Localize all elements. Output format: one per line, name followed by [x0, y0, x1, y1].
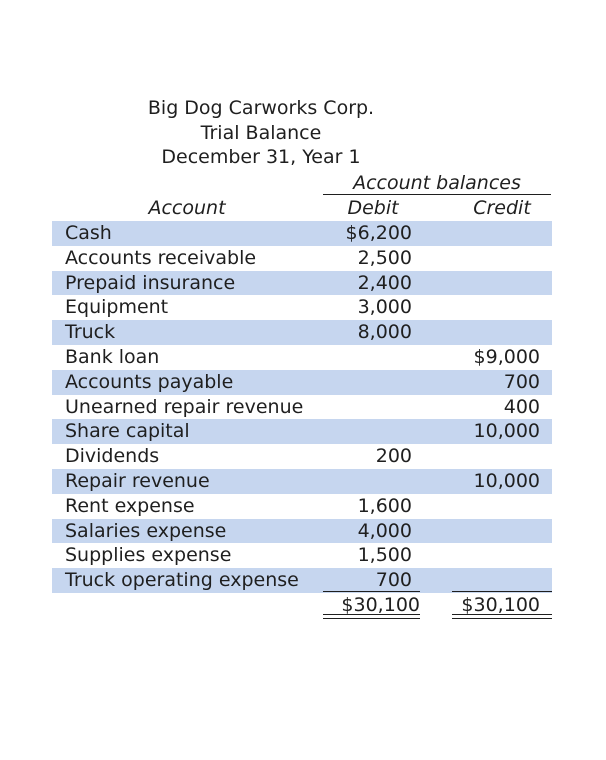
debit-amount: $6,200 [345, 222, 412, 244]
debit-column-header: Debit [347, 197, 399, 219]
statement-date: December 31, Year 1 [161, 146, 361, 168]
account-name: Repair revenue [65, 469, 210, 492]
table-row [52, 370, 552, 395]
table-row [52, 444, 552, 469]
account-column-header: Account [148, 197, 226, 219]
debit-total-double-underline [323, 614, 420, 619]
table-row [52, 246, 552, 271]
table-row [52, 271, 552, 296]
table-row [52, 320, 552, 345]
table-row [52, 345, 552, 370]
statement-title: Trial Balance [200, 122, 322, 144]
debit-amount: 4,000 [357, 519, 412, 542]
table-row [52, 221, 552, 246]
credit-subtotal-line [452, 591, 552, 592]
table-row [52, 295, 552, 320]
credit-column-header: Credit [473, 197, 531, 219]
account-name: Salaries expense [65, 519, 227, 542]
credit-amount: $9,000 [473, 345, 540, 368]
credit-total-double-underline [452, 614, 552, 619]
table-row [52, 419, 552, 444]
debit-amount: 1,500 [357, 544, 412, 567]
account-name: Equipment [65, 296, 169, 319]
credit-total: $30,100 [461, 594, 540, 616]
account-name: Cash [65, 222, 112, 244]
debit-amount: 3,000 [357, 296, 412, 319]
debit-amount: 2,400 [357, 271, 412, 294]
account-name: Accounts payable [65, 370, 234, 393]
company-name: Big Dog Carworks Corp. [147, 97, 375, 119]
table-row [52, 395, 552, 420]
group-header-underline [323, 194, 551, 195]
account-name: Truck [65, 321, 116, 344]
credit-amount: 10,000 [473, 469, 540, 492]
table-row [52, 543, 552, 568]
account-name: Share capital [65, 420, 190, 443]
debit-amount: 200 [375, 445, 412, 468]
account-name: Rent expense [65, 494, 195, 517]
debit-subtotal-line [323, 591, 420, 592]
debit-amount: 2,500 [357, 246, 412, 269]
table-row [52, 494, 552, 519]
account-name: Truck operating expense [65, 569, 299, 592]
account-name: Prepaid insurance [65, 271, 236, 294]
account-name: Bank loan [65, 345, 160, 368]
credit-amount: 10,000 [473, 420, 540, 443]
account-name: Dividends [65, 445, 160, 468]
debit-amount: 8,000 [357, 321, 412, 344]
credit-amount: 700 [503, 370, 540, 393]
debit-amount: 1,600 [357, 494, 412, 517]
credit-amount: 400 [503, 395, 540, 418]
account-name: Unearned repair revenue [65, 395, 304, 418]
table-row [52, 469, 552, 494]
table-row [52, 568, 552, 593]
account-balances-header: Account balances [353, 172, 521, 194]
account-name: Supplies expense [65, 544, 232, 567]
table-row [52, 519, 552, 544]
debit-amount: 700 [375, 569, 412, 592]
account-rows [52, 221, 552, 593]
debit-total: $30,100 [341, 594, 420, 616]
account-name: Accounts receivable [65, 246, 257, 269]
